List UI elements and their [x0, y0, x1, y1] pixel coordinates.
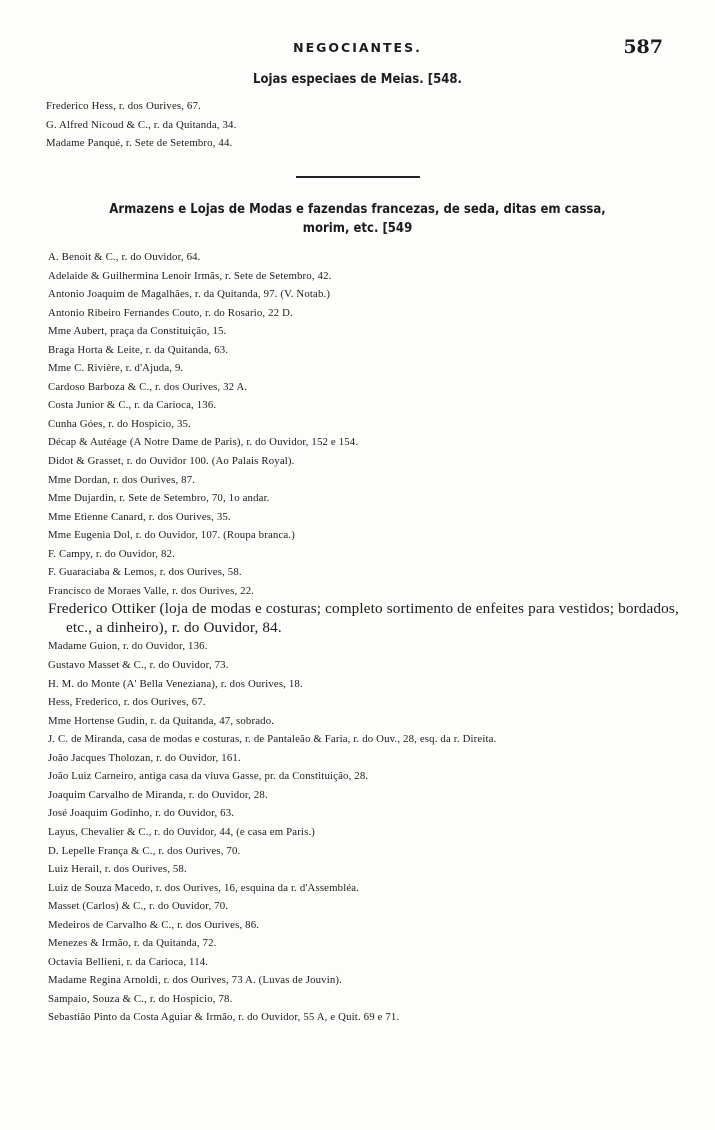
- list-item: F. Campy, r. do Ouvidor, 82.: [48, 547, 175, 560]
- list-item: Francisco de Moraes Valle, r. dos Ourives, 22.: [48, 584, 255, 597]
- list-item: Luiz de Souza Macedo, r. dos Ourives, 16, esquina da r. d'Assembléa.: [48, 881, 360, 894]
- entries-meias: [46, 97, 715, 153]
- list-item: H. M. do Monte (A' Bella Veneziana), r. dos Ourives, 18.: [48, 677, 303, 690]
- list-item: Masset (Carlos) & C., r. do Ouvidor, 70.: [48, 900, 229, 913]
- list-item: José Joaquim Godinho, r. do Ouvidor, 63.: [48, 807, 235, 820]
- list-item: Mme Etienne Canard, r. dos Ourives, 35.: [48, 510, 231, 523]
- page-header: [0, 38, 715, 64]
- section-title-meias: Lojas especiaes de Meias. [548.: [253, 72, 462, 87]
- entries-modas: [48, 248, 715, 1027]
- list-item: Luiz Herail, r. dos Ourives, 58.: [48, 863, 187, 876]
- section-title-line-2: morim, etc. [549: [302, 221, 413, 236]
- list-item: João Luiz Carneiro, antiga casa da viuva Gasse, pr. da Constituição, 28.: [48, 770, 369, 783]
- section-title-line-1: Armazens e Lojas de Modas e fazendas francezas, de seda, ditas em cassa,: [109, 202, 606, 217]
- list-item: Cunha Góes, r. do Hospicio, 35.: [48, 417, 191, 430]
- list-item: F. Guaraciaba & Lemos, r. dos Ourives, 58.: [48, 566, 242, 579]
- list-item: Hess, Frederico, r. dos Ourives, 67.: [48, 696, 206, 709]
- section-divider: [296, 176, 420, 178]
- list-item: Mme Eugenia Dol, r. do Ouvidor, 107. (Roupa branca.): [48, 529, 295, 542]
- list-item: A. Benoit & C., r. do Ouvidor, 64.: [48, 251, 201, 263]
- list-item: J. C. de Miranda, casa de modas e costuras, r. de Pantaleão & Faria, r. do Ouv., 28, esq. da r. Direita.: [48, 733, 497, 746]
- list-item: Cardoso Barboza & C., r. dos Ourives, 32 A.: [48, 380, 248, 393]
- list-item: D. Lepelle França & C., r. dos Ourives, 70.: [48, 844, 241, 857]
- list-item: Mme Hortense Gudin, r. da Quitanda, 47, sobrado.: [48, 714, 275, 727]
- list-item: Frederico Hess, r. dos Ourives, 67.: [46, 100, 201, 112]
- list-item: Octavia Bellieni, r. da Carioca, 114.: [48, 955, 209, 968]
- list-item: João Jacques Tholozan, r. do Ouvidor, 161.: [48, 751, 241, 764]
- list-item: Didot & Grasset, r. do Ouvidor 100. (Ao Palais Royal).: [48, 455, 295, 468]
- list-item: Mme Dujardin, r. Sete de Setembro, 70, 1o andar.: [48, 492, 270, 505]
- list-item: Mme Aubert, praça da Constituição, 15.: [48, 325, 227, 338]
- list-item: Gustavo Masset & C., r. do Ouvidor, 73.: [48, 659, 229, 672]
- list-item: Antonio Ribeiro Fernandes Couto, r. do Rosario, 22 D.: [48, 306, 293, 319]
- list-item: Braga Horta & Leite, r. da Quitanda, 63.: [48, 343, 229, 356]
- list-item: Mme C. Rivière, r. d'Ajuda, 9.: [48, 362, 184, 375]
- list-item: Medeiros de Carvalho & C., r. dos Ourives, 86.: [48, 918, 260, 931]
- page-number: 587: [623, 36, 663, 58]
- list-item: G. Alfred Nicoud & C., r. da Quitanda, 34.: [46, 118, 237, 131]
- list-item: Sebastião Pinto da Costa Aguiar & Irmão, r. do Ouvidor, 55 A, e Quit. 69 e 71.: [48, 1011, 400, 1024]
- list-item: Joaquim Carvalho de Miranda, r. do Ouvidor, 28.: [48, 788, 268, 801]
- list-item: Madame Panqué, r. Sete de Setembro, 44.: [46, 137, 233, 149]
- list-item: Madame Regina Arnoldi, r. dos Ourives, 73 A. (Luvas de Jouvin).: [48, 974, 343, 987]
- list-item: Mme Dordan, r. dos Ourives, 87.: [48, 473, 196, 486]
- list-item: Décap & Autéage (A Notre Dame de Paris), r. do Ouvidor, 152 e 154.: [48, 436, 359, 449]
- list-item: Antonio Joaquim de Magalhães, r. da Quitanda, 97. (V. Notab.): [48, 288, 331, 301]
- list-item: Adelaide & Guilhermina Lenoir Irmãs, r. Sete de Setembro, 42.: [48, 269, 332, 282]
- list-item: Sampaio, Souza & C., r. do Hospicio, 78.: [48, 992, 233, 1005]
- list-item: Menezes & Irmão, r. da Quitanda, 72.: [48, 937, 217, 950]
- list-item: Layus, Chevalier & C., r. do Ouvidor, 44, (e casa em Paris.): [48, 825, 316, 838]
- list-item: Costa Junior & C., r. da Carioca, 136.: [48, 399, 217, 412]
- running-title: NEGOCIANTES.: [293, 40, 422, 55]
- section-title-modas: [0, 200, 715, 238]
- list-item: Frederico Ottiker (loja de modas e costuras; completo sortimento de enfeites para vestidos; bordados, etc., a dinheiro), r. do Ouvidor, 84.: [48, 600, 679, 636]
- list-item: Madame Guion, r. do Ouvidor, 136.: [48, 640, 208, 653]
